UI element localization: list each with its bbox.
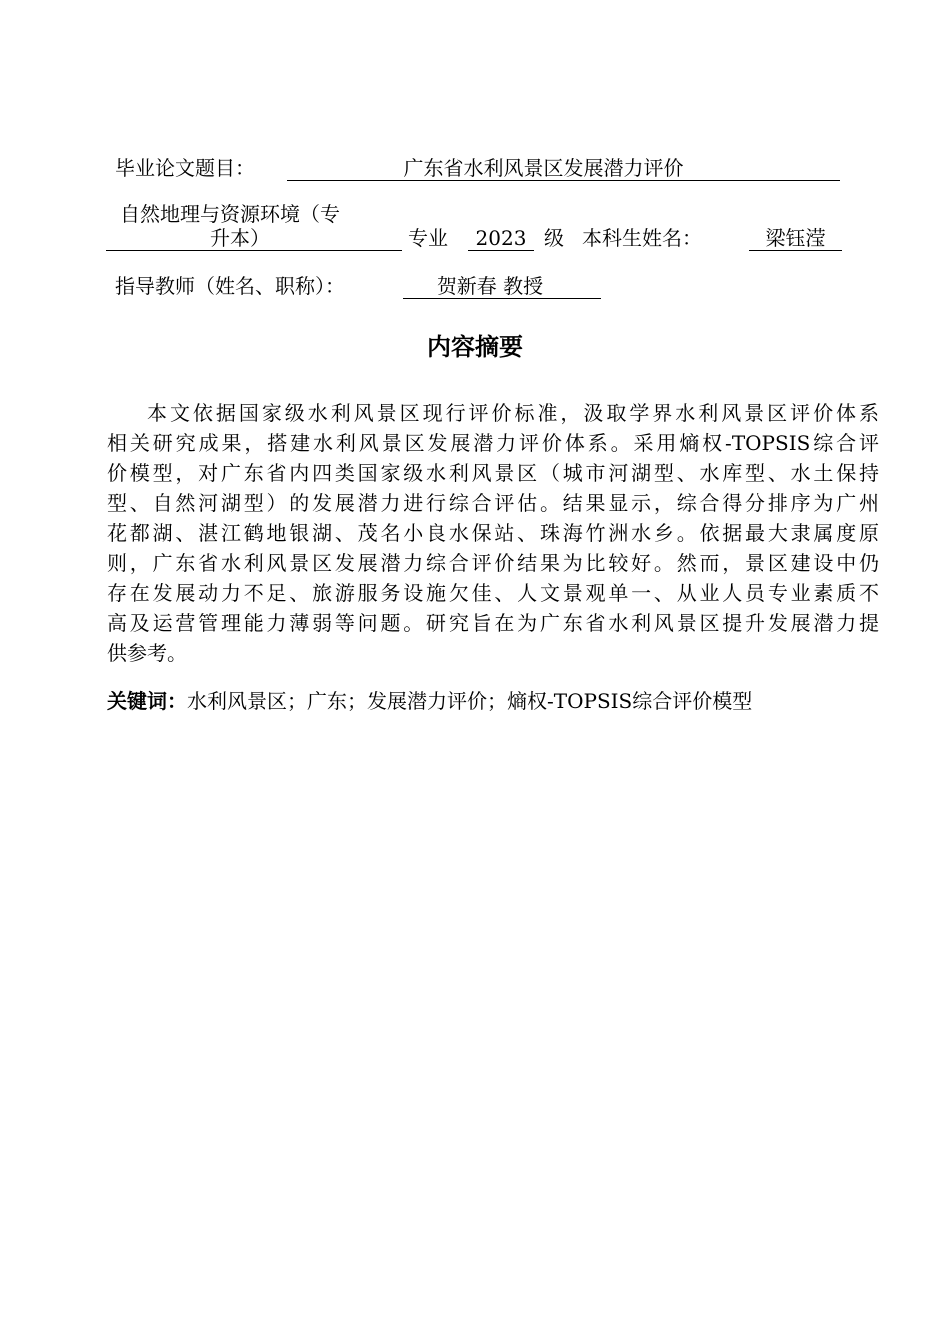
abstract-line: 高及运营管理能力薄弱等问题。研究旨在为广东省水利风景区提升发展潜力提 (107, 611, 879, 635)
advisor-label: 指导教师（姓名、职称）： (115, 274, 345, 298)
major-value (106, 202, 402, 251)
keywords (107, 686, 752, 716)
thesis-title-text: 广东省水利风景区发展潜力评价 (403, 156, 684, 180)
keywords-value: 水利风景区；广东；发展潜力评价；熵权-TOPSIS综合评价模型 (187, 689, 753, 713)
thesis-title-label: 毕业论文题目： (115, 156, 255, 180)
major-value-line2: 升本） (210, 226, 270, 250)
grade-label: 级 (544, 226, 564, 250)
advisor-text: 贺新春 教授 (436, 274, 544, 298)
abstract-line: 花都湖、湛江鹤地银湖、茂名小良水保站、珠海竹洲水乡。依据最大隶属度原 (107, 521, 879, 545)
abstract-line: 相关研究成果，搭建水利风景区发展潜力评价体系。采用熵权-TOPSIS综合评 (107, 431, 879, 455)
major-label: 专业 (408, 226, 448, 250)
thesis-title-value (287, 156, 840, 181)
abstract-line: 价模型，对广东省内四类国家级水利风景区（城市河湖型、水库型、水土保持 (107, 461, 879, 485)
abstract-line: 存在发展动力不足、旅游服务设施欠佳、人文景观单一、从业人员专业素质不 (107, 581, 879, 605)
student-name-value: 梁钰滢 (749, 226, 842, 251)
abstract-title: 内容摘要 (427, 333, 523, 361)
abstract-line: 供参考。 (107, 641, 187, 665)
abstract-line: 则，广东省水利风景区发展潜力综合评价结果为比较好。然而，景区建设中仍 (107, 551, 879, 575)
year-value: 2023 (468, 226, 534, 251)
major-value-line1: 自然地理与资源环境（专 (120, 202, 340, 226)
abstract-line: 本文依据国家级水利风景区现行评价标准，汲取学界水利风景区评价体系 (147, 401, 879, 425)
student-name-label: 本科生姓名： (582, 226, 702, 250)
advisor-value (403, 274, 601, 299)
abstract-body (107, 398, 879, 668)
keywords-label: 关键词： (107, 689, 187, 713)
abstract-line: 型、自然河湖型）的发展潜力进行综合评估。结果显示，综合得分排序为广州 (107, 491, 879, 515)
